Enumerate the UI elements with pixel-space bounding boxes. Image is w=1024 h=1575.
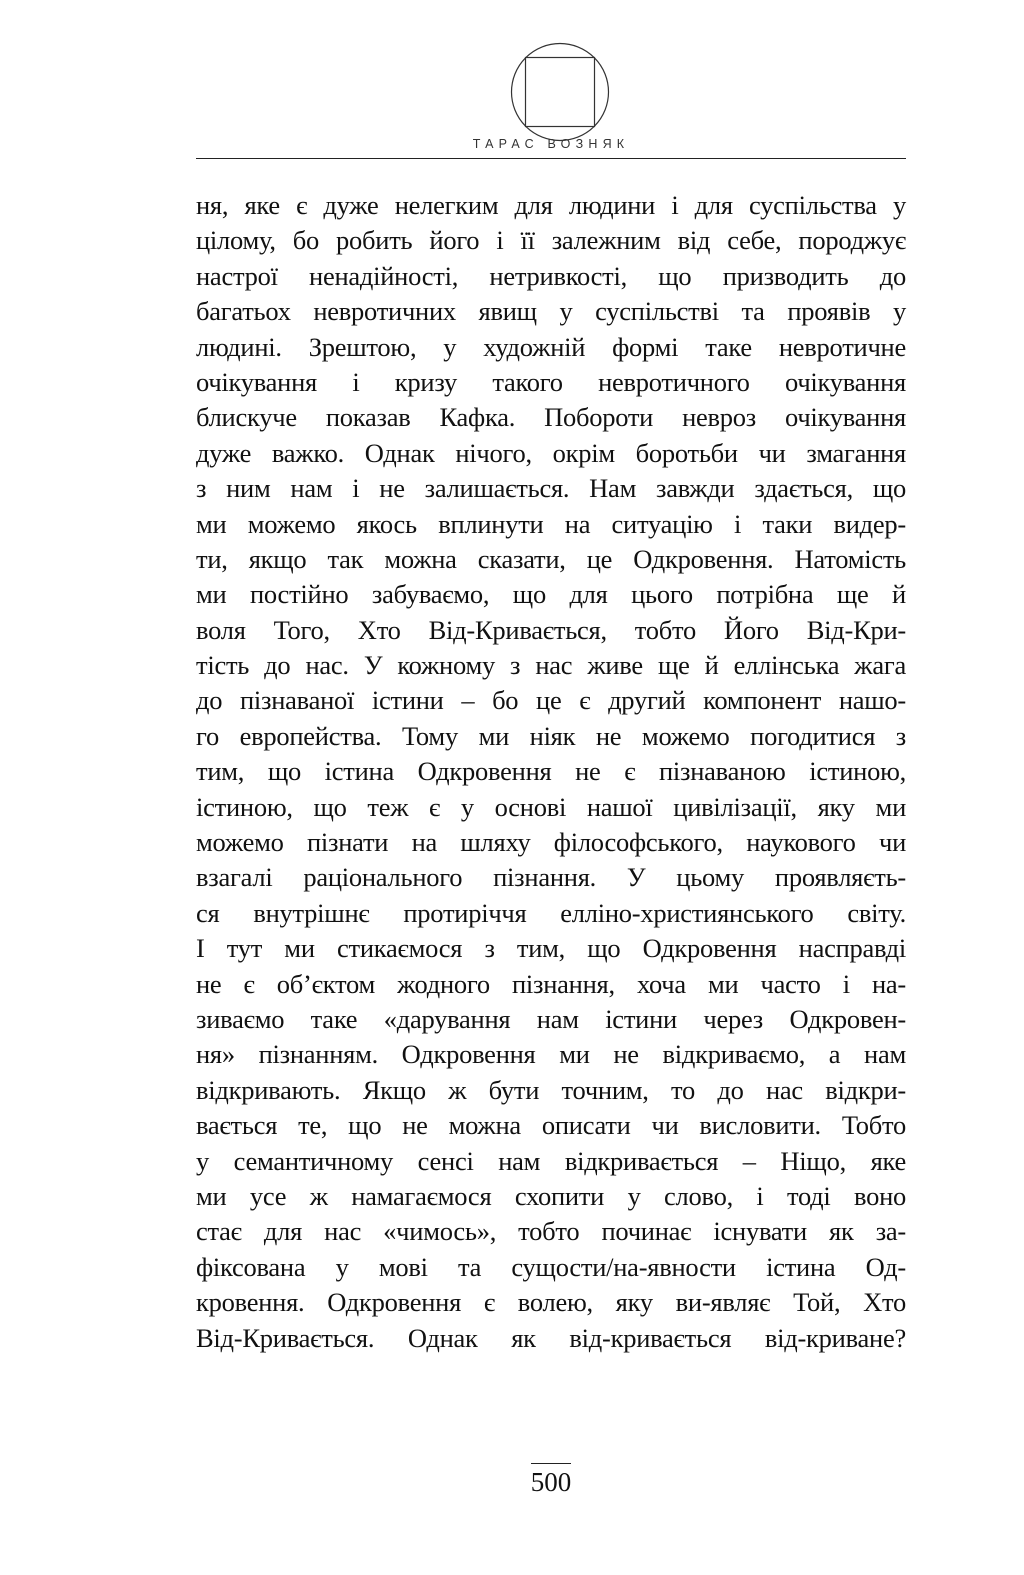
text-line: настрої ненадійності, нетривкості, що призводить до (196, 260, 906, 291)
text-line: можемо пізнати на шляху філософського, наукового чи (196, 827, 906, 858)
text-line: ми усе ж намагаємося схопити у слово, і тоді воно (196, 1180, 906, 1211)
text-line: зиваємо таке «дарування нам істини через Одкровен- (196, 1003, 906, 1034)
text-line: до пізнаваної істини – бо це є другий компонент нашо- (196, 685, 906, 716)
body-text (196, 188, 906, 1356)
circle-square-emblem-icon (510, 42, 610, 142)
text-line: істиною, що теж є у основі нашої цивілізації, яку ми (196, 791, 906, 822)
text-line: не є об’єктом жодного пізнання, хоча ми часто і на- (196, 968, 906, 999)
text-line: дуже важко. Однак нічого, окрім боротьби чи змагання (196, 437, 906, 468)
text-line: цілому, бо робить його і її залежним від себе, породжує (196, 225, 906, 256)
text-line: ня, яке є дуже нелегким для людини і для суспільства у (196, 190, 906, 220)
text-line: фіксована у мові та сущости/на-явности істина Од- (196, 1251, 906, 1282)
text-line: ми постійно забуваємо, що для цього потрібна ще й (196, 579, 906, 610)
text-line: ми можемо якось вплинути на ситуацію і таки видер- (196, 508, 906, 539)
running-head-author: ТАРАС ВОЗНЯК (472, 137, 630, 151)
page-number (196, 1463, 906, 1498)
text-line: блискуче показав Кафка. Побороти невроз очікування (196, 402, 906, 433)
text-line: ня» пізнанням. Одкровення ми не відкриваємо, а нам (196, 1039, 906, 1070)
text-line: тість до нас. У кожному з нас живе ще й еллінська жага (196, 650, 906, 681)
text-line: відкривають. Якщо ж бути точним, то до нас відкри- (196, 1074, 906, 1105)
header-rule (196, 158, 906, 159)
page-number-label: 500 (531, 1463, 572, 1498)
text-line: І тут ми стикаємося з тим, що Одкровення насправді (196, 933, 906, 964)
text-line: взагалі раціонального пізнання. У цьому проявляєть- (196, 862, 906, 893)
text-line: ти, якщо так можна сказати, це Одкровення. Натомість (196, 543, 906, 574)
text-line: тим, що істина Одкровення не є пізнаваною істиною, (196, 756, 906, 787)
text-line: стає для нас «чимось», тобто починає існувати як за- (196, 1216, 906, 1247)
text-line: у семантичному сенсі нам відкривається – Ніщо, яке (196, 1145, 906, 1176)
text-line: людині. Зрештою, у художній формі таке невротичне (196, 331, 906, 362)
text-line: воля Того, Хто Від-Кривається, тобто Його Від-Кри- (196, 614, 906, 645)
text-line: з ним нам і не залишається. Нам завжди здається, що (196, 473, 906, 504)
text-line: ся внутрішнє протиріччя елліно-християнського світу. (196, 897, 906, 928)
text-line: го европейства. Тому ми ніяк не можемо погодитися з (196, 720, 906, 751)
text-line: багатьох невротичних явищ у суспільстві та проявів у (196, 296, 906, 327)
text-line: кровення. Одкровення є волею, яку ви-являє Той, Хто (196, 1287, 906, 1318)
text-line: вається те, що не можна описати чи висловити. Тобто (196, 1110, 906, 1141)
text-line: Від-Кривається. Однак як від-кривається від-криване? (196, 1322, 906, 1353)
text-line: очікування і кризу такого невротичного очікування (196, 366, 906, 397)
